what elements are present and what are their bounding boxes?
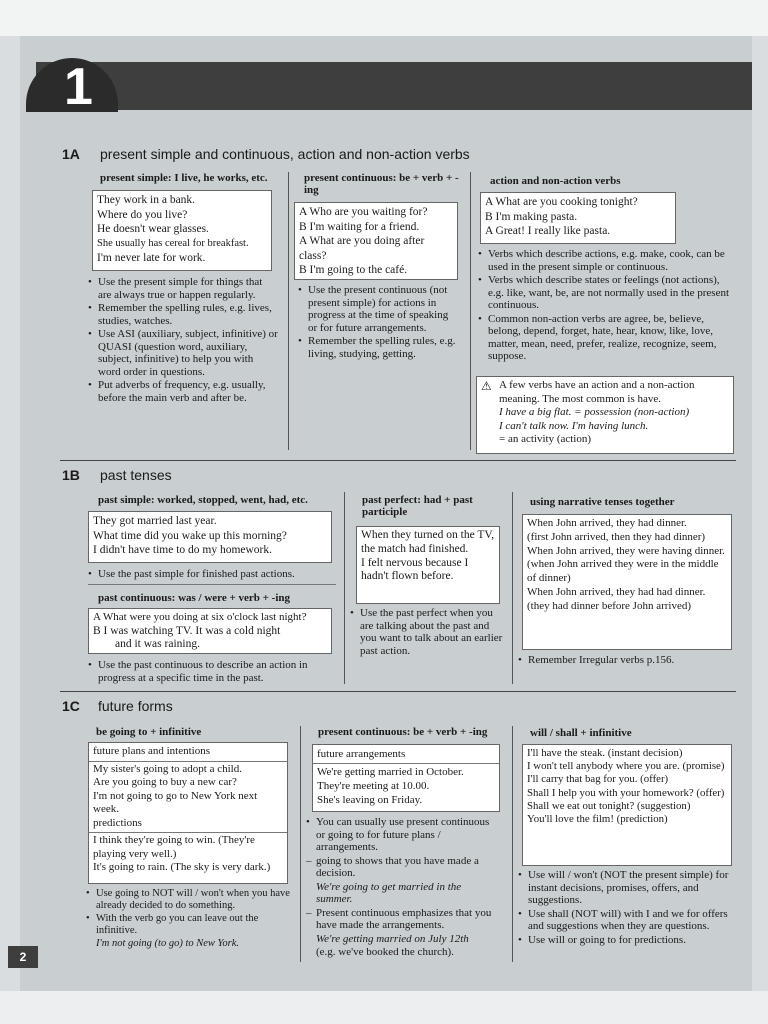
example-line: and it was raining. [115,638,200,650]
section-divider [60,460,736,461]
page-top-edge [0,0,768,36]
section-id-1c: 1C [62,698,80,714]
notes-past-continuous [86,659,336,685]
page-number: 2 [8,946,38,968]
example-line: You'll love the film! (prediction) [527,813,668,826]
example-line: They got married last year. [93,515,217,527]
header-narrative-tenses: using narrative tenses together [530,496,675,508]
header-action-verbs: action and non-action verbs [490,175,621,187]
example-line: I think they're going to win. (They're playing very well.) [93,834,255,860]
header-going-to: be going to + infinitive [96,726,202,738]
box-subheading: future plans and intentions [93,745,211,757]
note-example: We're getting married on July 12th [316,932,469,945]
warning-line: = an activity (action) [499,433,592,445]
example-box-past-continuous [88,608,332,654]
example-line: B I'm making pasta. [485,210,578,223]
example-line: Shall we eat out tonight? (suggestion) [527,799,691,812]
section-title-1b: past tenses [100,467,172,483]
example-line: A What are you doing after class? [299,235,425,262]
notes-past-simple [86,568,336,582]
subsection-divider [88,584,336,585]
note-item: • Use the past simple for finished past actions. [86,568,336,581]
notes-will-shall [516,869,734,947]
note-item: • With the verb go you can leave out the infinitive. [84,913,290,937]
note-example: I'm not going (to go) to New York. [96,938,240,949]
example-line: I'm never late for work. [97,252,206,264]
note-item: – going to shows that you have made a decision. [304,855,500,880]
note-item: • You can usually use present continuous or going to for future plans / arrangements. [304,816,500,854]
note-item: • Use the past perfect when you are talking about the past and you want to talk about an earlier past action. [348,607,504,657]
example-line: Are you going to buy a new car? [93,776,237,788]
header-present-continuous: present continuous: be + verb + -ing [304,172,459,196]
box-subheading: predictions [93,816,142,829]
note-item: • Verbs which describe states or feelings (not actions), e.g. like, want, be, are not normally used in the present continuous. [476,274,732,312]
note-item: • Use the present simple for things that are always true or happen regularly. [86,276,278,301]
example-line: B I'm waiting for a friend. [299,220,420,233]
note-item: • Use will / won't (NOT the present simple) for instant decisions, promises, offers, and suggestions. [516,869,734,907]
box-subheading: future arrangements [317,748,406,760]
example-line: They work in a bank. [97,194,196,206]
note-item: • Common non-action verbs are agree, be, believe, belong, depend, forget, hate, hear, know, like, love, matter, mean, need, prefer, realize, recognize, seem, suppose. [476,313,732,363]
example-box-past-perfect [356,526,500,604]
column-divider [470,172,471,450]
note-item: • Use shall (NOT will) with I and we for offers and suggestions when they are questions. [516,908,734,933]
section-id-1b: 1B [62,467,80,483]
example-line: (first John arrived, then they had dinner) [527,530,706,543]
example-line: (they had dinner before John arrived) [527,599,692,612]
example-line: When John arrived, they had dinner. [527,517,687,529]
box-separator [89,761,287,762]
example-line: I felt nervous because I hadn't flown before. [361,556,469,583]
section-title-1a: present simple and continuous, action and non-action verbs [100,146,470,162]
notes-going-to [84,888,290,951]
page-bottom-edge [0,991,768,1024]
note-item: • Use going to NOT will / won't when you have already decided to do something. [84,888,290,912]
example-line: She's leaving on Friday. [317,794,423,806]
unit-number: 1 [64,58,93,116]
notes-action-verbs [476,248,732,364]
note-example: We're going to get married in the summer. [316,880,462,905]
warning-line: I have a big flat. = possession (non-action) [499,406,690,418]
notes-arrangements [304,816,500,960]
example-box-present-simple [92,190,272,271]
notes-past-perfect [348,607,504,658]
section-title-1c: future forms [98,698,173,714]
box-separator [89,832,287,833]
note-item: • Remember the spelling rules, e.g. living, studying, getting. [296,335,456,360]
example-line: Where do you live? [97,208,188,221]
example-line: When John arrived, they were having dinner. [527,544,725,557]
column-divider [512,492,513,684]
header-present-continuous-future: present continuous: be + verb + -ing [318,726,488,738]
example-line: B I was watching TV. It was a cold night [93,624,281,637]
warning-box [476,376,734,454]
example-line: What time did you wake up this morning? [93,529,287,542]
example-line: I'll carry that bag for you. (offer) [527,773,669,786]
column-divider [300,726,301,962]
note-example: (e.g. we've booked the church). [316,946,454,958]
example-line: I didn't have time to do my homework. [93,544,273,556]
example-line: It's going to rain. (The sky is very dark.) [93,861,271,873]
note-item: • Remember the spelling rules, e.g. lives, studies, watches. [86,302,278,327]
example-box-will-shall [522,744,732,866]
note-item: • Put adverbs of frequency, e.g. usually, before the main verb and after be. [86,379,278,404]
header-past-continuous: past continuous: was / were + verb + -ing [98,592,291,604]
notes-present-simple [86,276,278,405]
unit-header-band [36,62,752,110]
note-item: – Present continuous emphasizes that you have made the arrangements. [304,907,500,932]
notes-present-continuous [296,284,456,361]
note-item: • Use will or going to for predictions. [516,934,734,947]
example-box-present-continuous [294,202,458,280]
example-line: B I'm going to the café. [299,264,408,276]
note-item: • Remember Irregular verbs p.156. [516,654,730,667]
example-line: (when John arrived they were in the middle of dinner) [527,558,719,585]
example-line: She usually has cereal for breakfast. [97,237,249,249]
note-item: • Use ASI (auxiliary, subject, infinitive) or QUASI (question word, auxiliary, subject, infinitive) to help you with word order in questions. [86,328,278,378]
example-line: My sister's going to adopt a child. [93,762,242,775]
example-line: They're meeting at 10.00. [317,780,430,792]
example-box-arrangements [312,744,500,812]
example-line: A Great! I really like pasta. [485,225,611,237]
column-divider [344,492,345,684]
example-line: When they turned on the TV, the match had finished. [361,529,495,555]
warning-line: I can't talk now. I'm having lunch. [499,419,649,432]
section-id-1a: 1A [62,146,80,162]
header-will-shall: will / shall + infinitive [530,727,632,739]
header-past-simple: past simple: worked, stopped, went, had, etc. [98,494,308,506]
warning-line: A few verbs have an action and a non-action meaning. The most common is have. [499,379,695,405]
note-item: • Verbs which describe actions, e.g. make, cook, can be used in the present simple or continuous. [476,248,732,273]
notes-narrative-tenses [516,654,730,668]
example-line: We're getting married in October. [317,766,464,778]
example-line: I'll have the steak. (instant decision) [527,747,683,759]
example-line: A What were you doing at six o'clock last night? [93,611,307,623]
example-box-action-verbs [480,192,676,244]
column-divider [512,726,513,962]
example-box-going-to [88,742,288,884]
example-box-narrative-tenses [522,514,732,650]
column-divider [288,172,289,450]
example-line: A What are you cooking tonight? [485,196,638,208]
example-line: I won't tell anybody where you are. (promise) [527,760,725,773]
example-line: A Who are you waiting for? [299,206,428,218]
example-box-past-simple [88,511,332,563]
example-line: He doesn't wear glasses. [97,223,209,235]
header-past-perfect: past perfect: had + past participle [362,494,473,518]
example-line: Shall I help you with your homework? (offer) [527,786,725,799]
box-separator [313,763,499,764]
header-present-simple: present simple: I live, he works, etc. [100,172,268,184]
example-line: I'm not going to go to New York next week. [93,789,258,815]
section-divider [60,691,736,692]
example-line: When John arrived, they had had dinner. [527,585,706,598]
note-item: • Use the past continuous to describe an action in progress at a specific time in the past. [86,659,336,684]
warning-icon: ⚠ [481,379,492,393]
note-item: • Use the present continuous (not present simple) for actions in progress at the time of speaking or for future arrangements. [296,284,456,334]
